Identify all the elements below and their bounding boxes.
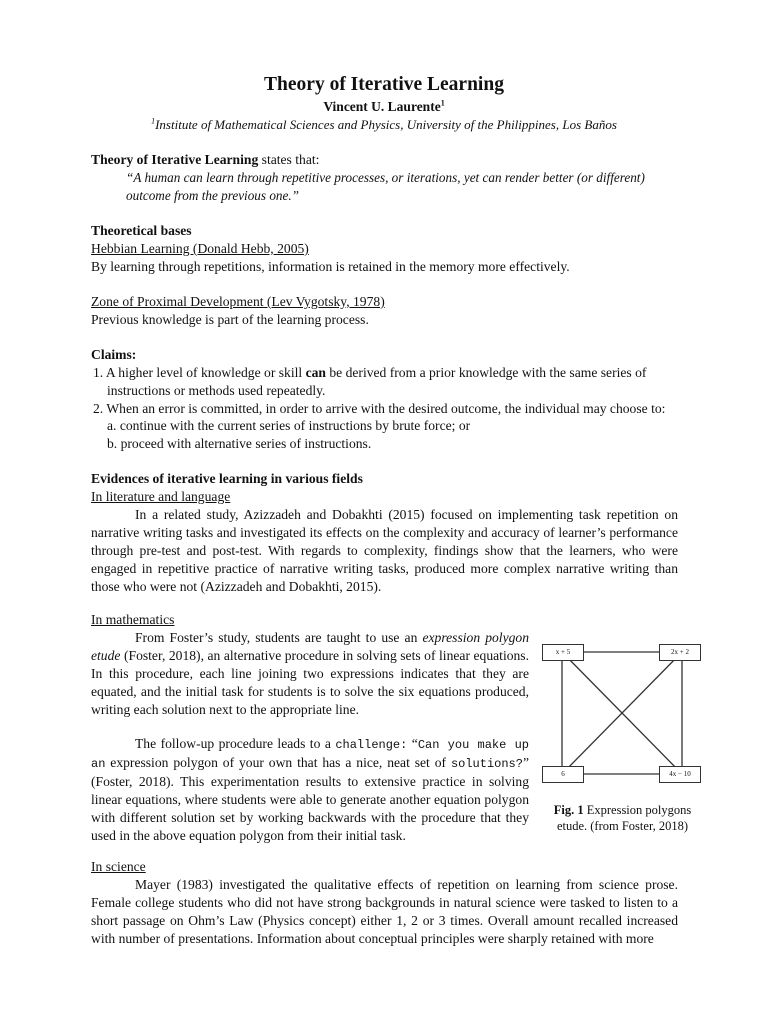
mathematics-paragraph-1	[91, 629, 529, 719]
hebbian-text: By learning through repetitions, information is retained in the memory more effectively.	[91, 259, 570, 274]
claim-2b: b. proceed with alternative series of instructions.	[107, 436, 372, 451]
math-p2-mono-3: solutions?	[450, 757, 523, 771]
affiliation-line	[0, 117, 768, 133]
evidence-heading: Evidences of iterative learning in various fields	[91, 471, 363, 486]
claim-1-text-b: be derived from a prior knowledge with the same series of	[325, 365, 647, 380]
node-bottom-left: 6	[542, 766, 584, 783]
math-p1-italic: expression polygon etude	[91, 630, 530, 663]
intro-rest: states that:	[258, 152, 320, 167]
literature-text: In a related study, Azizzadeh and Dobakhti (2015) focused on implementing task repetition on narrative writing tasks and investigated its effects on the complexity and accuracy of learner’s performance through pre-test and post-test. With regards to complexity, findings show that the learners, who were engaged in repetitive practice of narrative writing tasks, produced more complex narrative writing than those who were not (Azizzadeh and Dobakhti, 2015).	[91, 507, 678, 594]
intro-quote-line-1: “A human can learn through repetitive processes, or iterations, yet can render better (or different)	[126, 170, 645, 185]
math-p2-d: ” (Foster, 2018). This experimentation results to extensive practice in solving linear equations, where students were able to generate another equation polygon with different solution set by working backwards with the procedure that they used in the above equation polygon from their initial task.	[91, 755, 529, 843]
zpd-title: Zone of Proximal Development (Lev Vygotsky, 1978)	[91, 294, 385, 309]
node-top-right: 2x + 2	[659, 644, 701, 661]
expression-polygon-figure	[542, 642, 702, 787]
mathematics-paragraph-2	[91, 735, 529, 845]
node-bottom-right: 4x − 10	[659, 766, 701, 783]
figure-caption	[550, 802, 695, 834]
document-title: Theory of Iterative Learning	[264, 74, 504, 95]
literature-paragraph	[91, 506, 678, 596]
literature-title: In literature and language	[91, 489, 231, 504]
math-p2	[91, 735, 529, 845]
math-p2-b: “	[407, 736, 418, 751]
bases-heading: Theoretical bases	[91, 223, 192, 238]
claim-1-bold: can	[305, 365, 326, 380]
claim-1-line-2: instructions or methods used repeatedly.	[107, 383, 326, 398]
math-p1	[91, 629, 529, 719]
author-line	[0, 99, 768, 115]
math-p2-mono-1: challenge:	[335, 738, 408, 752]
intro-term: Theory of Iterative Learning	[91, 152, 259, 167]
hebbian-title: Hebbian Learning (Donald Hebb, 2005)	[91, 241, 309, 256]
math-p2-a: The follow-up procedure leads to a	[135, 736, 336, 751]
claim-2: 2. When an error is committed, in order to arrive with the desired outcome, the individual may choose to:	[93, 401, 666, 416]
caption-label: Fig. 1	[553, 803, 584, 817]
intro-statement	[91, 151, 319, 169]
math-p2-mono-2: Can you make up an	[91, 738, 529, 771]
science-paragraph	[91, 876, 678, 948]
claim-1-text-a: 1. A higher level of knowledge or skill	[93, 365, 306, 380]
science-title: In science	[91, 859, 146, 874]
affiliation-superscript: 1	[151, 116, 156, 126]
mathematics-title: In mathematics	[91, 612, 175, 627]
node-top-left: x + 5	[542, 644, 584, 661]
author-name: Vincent U. Laurente	[323, 99, 441, 114]
math-p2-c: expression polygon of your own that has a nice, neat set of	[105, 755, 451, 770]
caption-text: Expression polygons etude. (from Foster, 2018)	[556, 803, 692, 833]
claim-2a: a. continue with the current series of instructions by brute force; or	[107, 418, 471, 433]
math-p1-a: From Foster’s study, students are taught to use an	[135, 630, 423, 645]
affiliation-text: Institute of Mathematical Sciences and Physics, University of the Philippines, Los Baños	[155, 117, 617, 132]
science-text: Mayer (1983) investigated the qualitative effects of repetition on learning from science prose. Female college students who did not have strong backgrounds in natural science were tasked to listen to a short passage on Ohm’s Law (Physics concept) either 1, 2 or 3 times. Overall amount recalled increased with number of presentations. Information about conceptual principles were sharply retained with more	[91, 877, 678, 946]
claims-heading: Claims:	[91, 347, 137, 362]
intro-quote-line-2: outcome from the previous one.”	[126, 188, 299, 203]
claim-1	[93, 364, 678, 382]
math-p1-b: (Foster, 2018), an alternative procedure in solving sets of linear equations. In this procedure, each line joining two expressions indicates that they are equated, and the initial task for students is to solve the six equations produced, writing each solution next to the appropriate line.	[91, 648, 529, 717]
zpd-text: Previous knowledge is part of the learning process.	[91, 312, 369, 327]
author-superscript: 1	[440, 98, 445, 108]
